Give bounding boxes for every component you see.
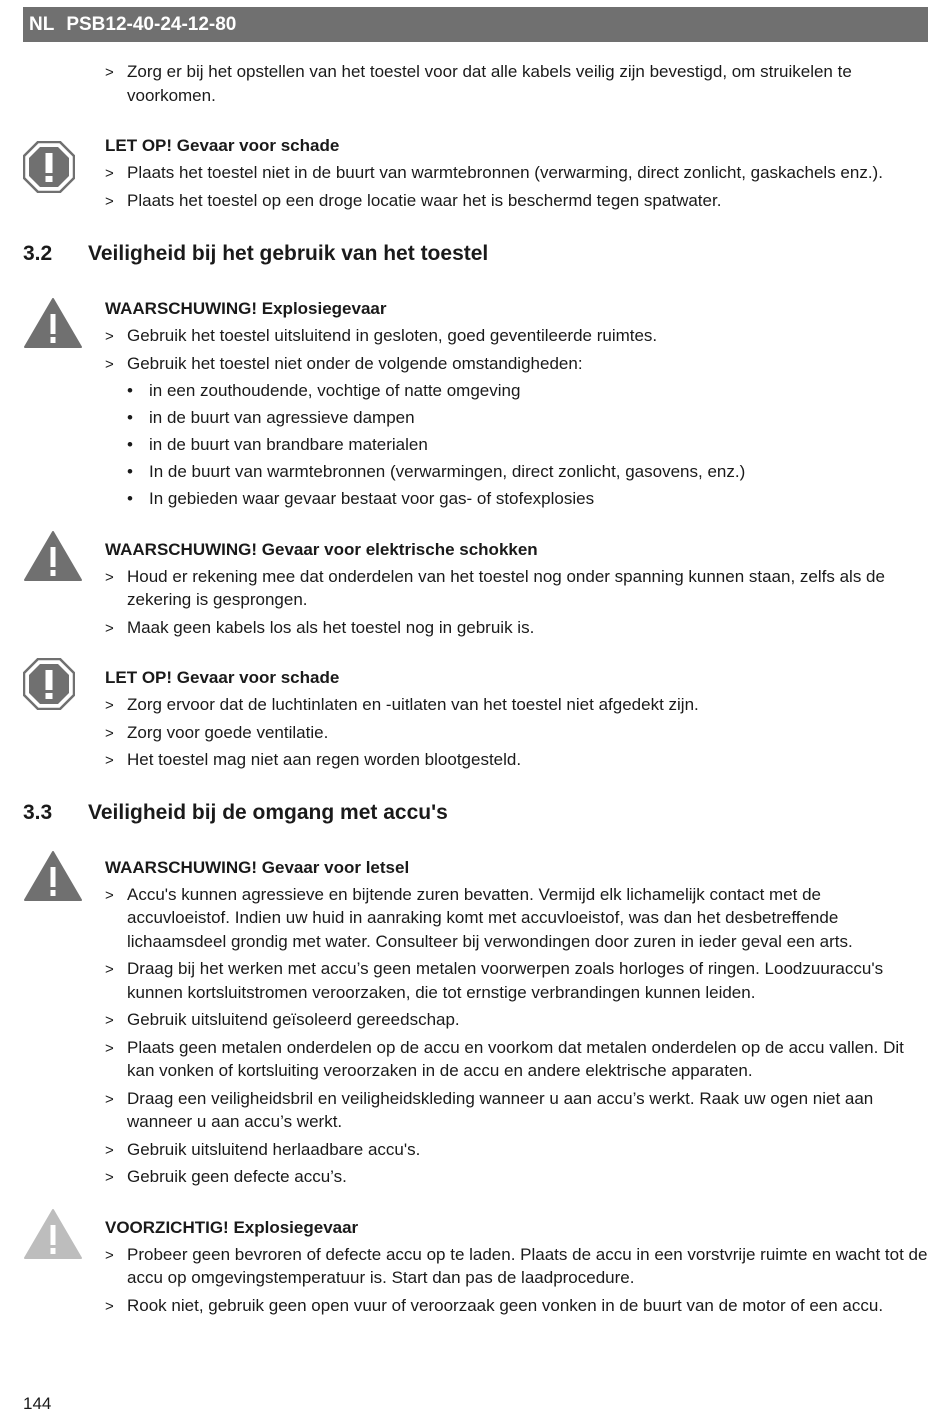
list-item: > Plaats het toestel niet in de buurt van warmtebronnen (verwarming, direct zonlicht, gaskachels enz.). bbox=[105, 161, 928, 185]
list-item: > Draag bij het werken met accu’s geen metalen voorwerpen zoals horloges of ringen. Loodzuuraccu's kunnen kortsluitstromen veroorzaken, die tot ernstige verbrandingen kunnen leiden. bbox=[105, 959, 884, 1002]
list-item: > Gebruik het toestel uitsluitend in gesloten, goed geventileerde ruimtes. bbox=[105, 324, 928, 348]
arrow-icon: > bbox=[105, 1039, 114, 1057]
list-item: > Zorg ervoor dat de luchtinlaten en -uitlaten van het toestel niet afgedekt zijn. bbox=[105, 693, 928, 717]
notice-octagon-icon bbox=[23, 141, 75, 193]
warning-title: WAARSCHUWING! Explosiegevaar bbox=[105, 299, 387, 318]
model-number: PSB12-40-24-12-80 bbox=[66, 13, 237, 35]
section-number: 3.3 bbox=[23, 800, 53, 824]
bullet-icon: • bbox=[127, 489, 133, 508]
list-item: > Houd er rekening mee dat onderdelen van het toestel nog onder spanning kunnen staan, zelfs als de zekering is gesprongen. bbox=[105, 566, 885, 609]
caution-block bbox=[23, 1216, 928, 1318]
bullet-item: • In de buurt van warmtebronnen (verwarmingen, direct zonlicht, gasovens, enz.) bbox=[105, 460, 928, 484]
warning-title: WAARSCHUWING! Gevaar voor letsel bbox=[105, 857, 410, 877]
section-heading bbox=[23, 241, 928, 267]
list-item: > Zorg voor goede ventilatie. bbox=[105, 721, 928, 745]
arrow-icon: > bbox=[105, 1012, 114, 1029]
list-item: > Zorg er bij het opstellen van het toestel voor dat alle kabels veilig zijn bevestigd, om struikelen te voorkomen. bbox=[105, 62, 852, 105]
intro-block bbox=[23, 60, 928, 107]
notice-title: LET OP! Gevaar voor schade bbox=[105, 668, 340, 687]
section-number: 3.2 bbox=[23, 242, 53, 265]
page-content bbox=[23, 60, 928, 1321]
list-item: > Plaats het toestel op een droge locatie waar het is beschermd tegen spatwater. bbox=[105, 189, 928, 213]
warning-title: WAARSCHUWING! Gevaar voor elektrische schokken bbox=[105, 539, 538, 559]
page-header bbox=[23, 7, 928, 42]
notice-title: LET OP! Gevaar voor schade bbox=[105, 136, 340, 155]
caution-title: VOORZICHTIG! Explosiegevaar bbox=[105, 1217, 359, 1237]
list-item: > Accu's kunnen agressieve en bijtende zuren bevatten. Vermijd elk lichamelijk contact met de accuvloeistof. Indien uw huid in aanraking komt met accuvloeistof, was dan het desbetreffende lichaamsdeel grondig met water. Consulteer bij verwondingen door zuren in ieder geval een arts. bbox=[105, 884, 853, 951]
list-item: > Rook niet, gebruik geen open vuur of veroorzaak geen vonken in de buurt van de motor of een accu. bbox=[105, 1294, 928, 1318]
list-item: > Draag een veiligheidsbril en veiligheidskleding wanneer u aan accu’s werkt. Raak uw ogen niet aan wanneer u aan accu’s werkt. bbox=[105, 1088, 874, 1131]
bullet-item: • in de buurt van brandbare materialen bbox=[105, 433, 928, 457]
arrow-icon: > bbox=[105, 1141, 114, 1159]
arrow-icon: > bbox=[105, 355, 114, 373]
arrow-icon: > bbox=[105, 165, 114, 182]
list-item: > Plaats geen metalen onderdelen op de accu en voorkom dat metalen onderdelen op de accu vallen. Dit kan vonken of kortsluiting veroorzaken in de accu en andere elektrische apparaten. bbox=[105, 1037, 904, 1080]
caution-triangle-icon bbox=[23, 1208, 83, 1260]
section-heading bbox=[23, 800, 928, 826]
arrow-icon: > bbox=[105, 1297, 114, 1315]
notice-octagon-icon bbox=[23, 658, 75, 710]
arrow-icon: > bbox=[105, 619, 114, 637]
arrow-icon: > bbox=[105, 697, 114, 714]
arrow-icon: > bbox=[105, 1246, 114, 1264]
arrow-icon: > bbox=[105, 1169, 114, 1186]
warning-triangle-icon bbox=[23, 530, 83, 582]
notice-block bbox=[23, 134, 928, 212]
arrow-icon: > bbox=[105, 724, 114, 742]
list-item: > Gebruik het toestel niet onder de volgende omstandigheden: bbox=[105, 352, 928, 376]
bullet-icon: • bbox=[127, 462, 133, 481]
warning-block bbox=[23, 297, 928, 511]
arrow-icon: > bbox=[105, 192, 114, 210]
list-item: > Probeer geen bevroren of defecte accu op te laden. Plaats de accu in een vorstvrije ruimte en wacht tot de accu op omgevingstemperatuur is. Start dan pas de laadprocedure. bbox=[105, 1244, 928, 1287]
warning-block bbox=[23, 856, 928, 1189]
section-title: Veiligheid bij het gebruik van het toestel bbox=[88, 242, 489, 265]
language-code: NL bbox=[29, 13, 55, 35]
section-title: Veiligheid bij de omgang met accu's bbox=[88, 800, 448, 824]
arrow-icon: > bbox=[105, 328, 114, 345]
list-item: > Gebruik geen defecte accu’s. bbox=[105, 1165, 928, 1189]
warning-block bbox=[23, 538, 928, 640]
list-item: > Maak geen kabels los als het toestel nog in gebruik is. bbox=[105, 616, 928, 640]
arrow-icon: > bbox=[105, 1090, 114, 1108]
arrow-icon: > bbox=[105, 961, 114, 978]
arrow-icon: > bbox=[105, 886, 114, 904]
notice-block bbox=[23, 666, 928, 772]
bullet-item: • in de buurt van agressieve dampen bbox=[105, 406, 928, 430]
list-item: > Gebruik uitsluitend geïsoleerd gereedschap. bbox=[105, 1008, 928, 1032]
bullet-item: • in een zouthoudende, vochtige of natte omgeving bbox=[105, 379, 928, 403]
bullet-icon: • bbox=[127, 381, 133, 400]
arrow-icon: > bbox=[105, 568, 114, 586]
page-number: 144 bbox=[23, 1394, 52, 1413]
warning-triangle-icon bbox=[23, 850, 83, 902]
list-item: > Gebruik uitsluitend herlaadbare accu's. bbox=[105, 1138, 928, 1162]
arrow-icon: > bbox=[105, 64, 114, 81]
warning-triangle-icon bbox=[23, 297, 83, 349]
arrow-icon: > bbox=[105, 752, 114, 769]
bullet-icon: • bbox=[127, 435, 133, 454]
list-item: > Het toestel mag niet aan regen worden blootgesteld. bbox=[105, 748, 928, 772]
bullet-item: • In gebieden waar gevaar bestaat voor gas- of stofexplosies bbox=[105, 487, 928, 511]
bullet-icon: • bbox=[127, 408, 133, 427]
